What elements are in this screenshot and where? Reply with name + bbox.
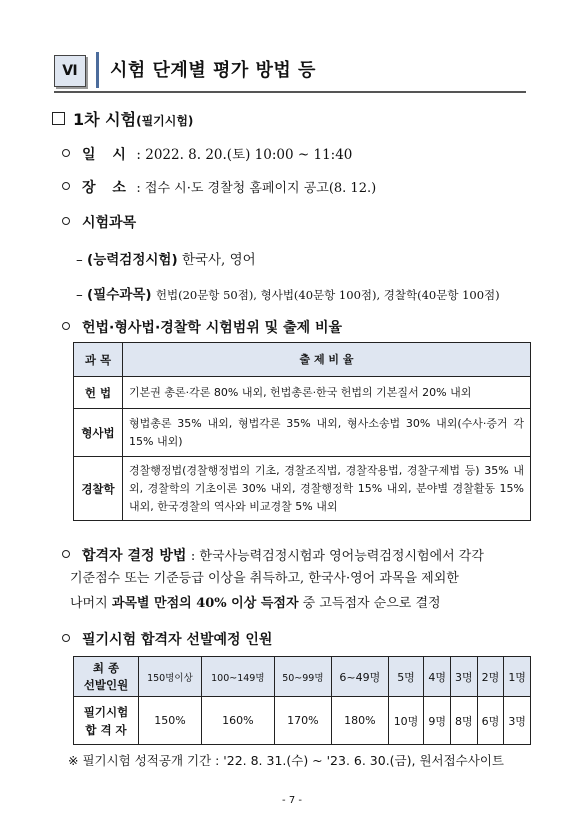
quota-cell: 10명 xyxy=(388,697,424,745)
scope-ratio-cell: 경찰행정법(경찰행정법의 기초, 경찰조직법, 경찰작용법, 경찰구제법 등) 35% 내외, 경찰학의 기초이론 30% 내외, 경찰행정학 15% 내외, 분야별 경찰활동 15% 내외, 한국경찰의 역사와 비교경찰 5% 내외 xyxy=(123,457,531,521)
ability-subjects: – (능력검정시험) 한국사, 영어 xyxy=(76,252,256,268)
required-label: (필수과목) xyxy=(87,287,152,303)
place-value: : 접수 시·도 경찰청 홈페이지 공고(8. 12.) xyxy=(136,181,377,196)
scope-subject-cell: 헌 법 xyxy=(74,377,123,409)
scope-ratio-cell: 형법총론 35% 내외, 형법각론 35% 내외, 형사소송법 30% 내외(수사·증거 각 15% 내외) xyxy=(123,409,531,457)
circle-bullet-icon xyxy=(62,634,70,642)
quota-row1-label xyxy=(74,657,139,697)
first-exam-subtitle: (필기시험) xyxy=(136,114,194,128)
quota-cell: 6~49명 xyxy=(332,657,389,697)
circle-bullet-icon xyxy=(62,550,70,558)
circle-bullet-icon xyxy=(62,217,70,225)
place-label: 장 소 xyxy=(82,180,132,196)
footnote: ※ 필기시험 성적공개 기간 : '22. 8. 31.(수) ~ '23. 6. 30.(금), 원서접수사이트 xyxy=(68,753,504,768)
scope-header-subject: 과 목 xyxy=(74,343,123,377)
quota-table xyxy=(73,656,531,745)
quota-item xyxy=(62,629,272,649)
square-bullet-icon xyxy=(52,112,65,125)
scope-header-ratio: 출 제 비 율 xyxy=(123,343,531,377)
quota-cell: 9명 xyxy=(424,697,451,745)
quota-cell: 50~99명 xyxy=(274,657,331,697)
date-value: : 2022. 8. 20.(토) 10:00 ~ 11:40 xyxy=(136,147,353,163)
scope-table xyxy=(73,342,531,521)
section-divider xyxy=(96,52,99,88)
quota-cell: 100~149명 xyxy=(201,657,274,697)
quota-cell: 5명 xyxy=(388,657,424,697)
scope-subject-cell: 형사법 xyxy=(74,409,123,457)
section-number-box xyxy=(54,55,86,87)
quota-label: 필기시험 합격자 선발예정 인원 xyxy=(82,632,273,648)
quota-row2-label-line1: 필기시험 xyxy=(83,704,129,719)
quota-cell: 3명 xyxy=(450,657,477,697)
quota-cell: 2명 xyxy=(477,657,504,697)
ability-label: (능력검정시험) xyxy=(87,252,178,268)
section-title: 시험 단계별 평가 방법 등 xyxy=(110,60,316,81)
scope-item xyxy=(62,317,342,337)
quota-cell: 3명 xyxy=(504,697,531,745)
place-item xyxy=(62,177,376,197)
quota-cell: 150% xyxy=(139,697,202,745)
first-exam-heading xyxy=(52,107,193,130)
required-subjects: – (필수과목) 헌법(20문항 50점), 형사법(40문항 100점), 경찰학(40문항 100점) xyxy=(76,287,500,303)
quota-cell: 180% xyxy=(332,697,389,745)
page-number: - 7 - xyxy=(282,795,302,806)
quota-cell: 4명 xyxy=(424,657,451,697)
pass-method-line3 xyxy=(70,591,441,616)
pass-method-label: 합격자 결정 방법 xyxy=(82,548,187,564)
scope-ratio-cell: 기본권 총론·각론 80% 내외, 헌법총론·한국 헌법의 기본질서 20% 내외 xyxy=(123,377,531,409)
quota-row1-label-line2: 선발인원 xyxy=(83,677,129,692)
section-number: Ⅵ xyxy=(62,63,78,79)
subjects-label: 시험과목 xyxy=(82,215,137,231)
pass-line3-a: 나머지 xyxy=(70,596,112,611)
quota-row2-label xyxy=(74,697,139,745)
pass-line3-c: 중 고득점자 순으로 결정 xyxy=(298,596,441,611)
pass-method-line1: : 한국사능력검정시험과 영어능력검정시험에서 각각 xyxy=(190,549,484,564)
pass-line3-bold: 과목별 만점의 40% 이상 득점자 xyxy=(111,596,299,611)
date-label: 일 시 xyxy=(82,147,132,163)
first-exam-title: 1차 시험 xyxy=(73,110,137,129)
ability-value: 한국사, 영어 xyxy=(181,252,256,268)
pass-method-item xyxy=(62,545,484,565)
subjects-item xyxy=(62,212,136,232)
section-underline xyxy=(54,91,526,93)
quota-cell: 150명이상 xyxy=(139,657,202,697)
circle-bullet-icon xyxy=(62,149,70,157)
quota-cell: 170% xyxy=(274,697,331,745)
circle-bullet-icon xyxy=(62,182,70,190)
scope-label: 헌법·형사법·경찰학 시험범위 및 출제 비율 xyxy=(82,320,343,336)
quota-cell: 160% xyxy=(201,697,274,745)
scope-subject-cell: 경찰학 xyxy=(74,457,123,521)
quota-row2-label-line2: 합 격 자 xyxy=(85,722,127,737)
quota-cell: 1명 xyxy=(504,657,531,697)
date-item xyxy=(62,143,352,164)
quota-cell: 8명 xyxy=(450,697,477,745)
quota-cell: 6명 xyxy=(477,697,504,745)
required-value: 헌법(20문항 50점), 형사법(40문항 100점), 경찰학(40문항 100점) xyxy=(155,288,500,302)
quota-row1-label-line1: 최 종 xyxy=(92,660,120,675)
circle-bullet-icon xyxy=(62,322,70,330)
pass-method-line2: 기준점수 또는 기준등급 이상을 취득하고, 한국사·영어 과목을 제외한 xyxy=(70,571,459,586)
